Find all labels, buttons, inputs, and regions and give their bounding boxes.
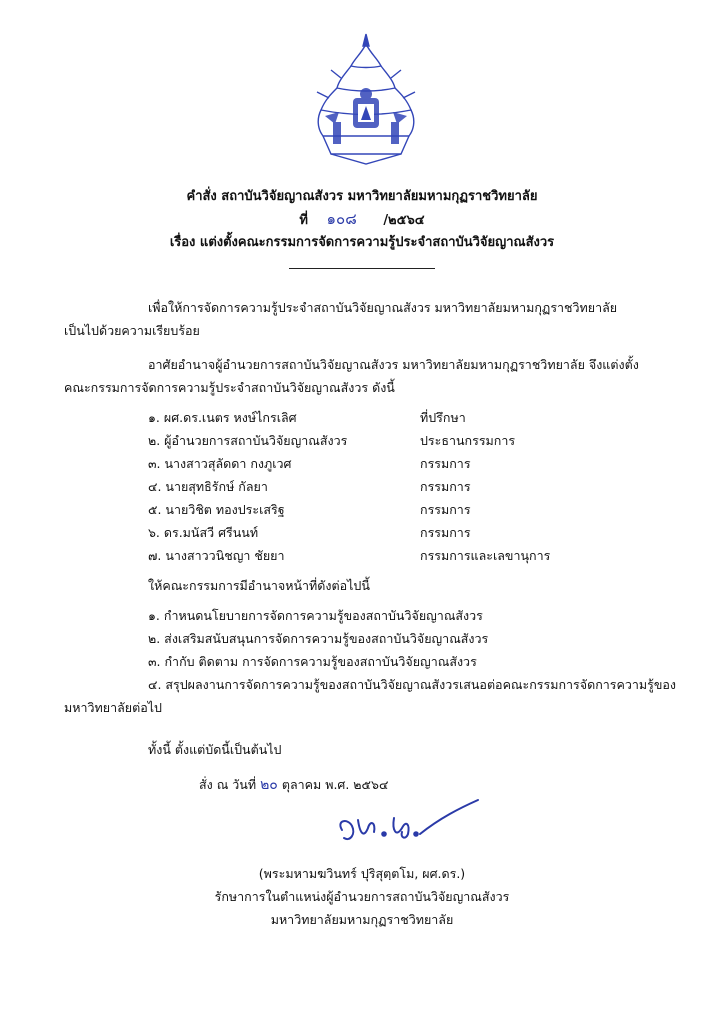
member-role: กรรมการ (420, 456, 471, 471)
signatory-position: รักษาการในตำแหน่งผู้อำนวยการสถาบันวิจัยญาณสังวร (214, 889, 510, 904)
member-role: กรรมการ (420, 502, 471, 517)
signatory-organization: มหาวิทยาลัยมหามกุฏราชวิทยาลัย (270, 912, 454, 927)
university-emblem-icon (311, 32, 421, 167)
order-number-line (0, 207, 724, 231)
member-name: ๑. ผศ.ดร.เนตร หงษ์ไกรเลิศ (148, 410, 297, 425)
duty-item: ๑. กำหนดนโยบายการจัดการความรู้ของสถาบันวิจัยญาณสังวร (148, 608, 483, 623)
signatory-name: (พระมหามฆวินทร์ ปุริสุตฺตโม, ผศ.ดร.) (258, 866, 466, 881)
member-name: ๔. นายสุทธิรักษ์ กัลยา (148, 479, 268, 494)
member-role: กรรมการ (420, 479, 471, 494)
paragraph-2-line-2: คณะกรรมการจัดการความรู้ประจำสถาบันวิจัยญาณสังวร ดังนี้ (64, 380, 395, 395)
paragraph-2-line-1: อาศัยอำนาจผู้อำนวยการสถาบันวิจัยญาณสังวร มหาวิทยาลัยมหามกุฏราชวิทยาลัย จึงแต่งตั้ง (148, 357, 639, 372)
paragraph-1-line-1: เพื่อให้การจัดการความรู้ประจำสถาบันวิจัยญาณสังวร มหาวิทยาลัยมหามกุฏราชวิทยาลัย (148, 300, 618, 315)
paragraph-1-line-2: เป็นไปด้วยความเรียบร้อย (64, 323, 200, 338)
order-number: ๑๐๘ (326, 210, 357, 228)
member-name: ๖. ดร.มนัสวี ศรีนนท์ (148, 525, 259, 540)
duty-item: ๔. สรุปผลงานการจัดการความรู้ของสถาบันวิจัยญาณสังวรเสนอต่อคณะกรรมการจัดการความรู้ของ (148, 677, 677, 692)
header-divider (289, 268, 435, 269)
date-day: ๒๐ (260, 777, 278, 793)
handwritten-signature (330, 790, 480, 850)
member-name: ๕. นายวิชิต ทองประเสริฐ (148, 502, 285, 517)
order-subject: เรื่อง แต่งตั้งคณะกรรมการจัดการความรู้ประจำสถาบันวิจัยญาณสังวร (169, 235, 555, 250)
member-name: ๒. ผู้อำนวยการสถาบันวิจัยญาณสังวร (148, 433, 348, 448)
member-name: ๓. นางสาวสุลัดดา กงภูเวศ (148, 456, 292, 471)
member-role: ประธานกรรมการ (420, 433, 516, 448)
duty-item-continuation: มหาวิทยาลัยต่อไป (64, 700, 162, 715)
order-year: /๒๕๖๔ (383, 213, 425, 228)
order-number-prefix: ที่ (299, 213, 308, 228)
date-month-year: ตุลาคม พ.ศ. ๒๕๖๔ (281, 777, 389, 792)
member-name: ๗. นางสาววนิชญา ชัยยา (148, 548, 285, 563)
duty-item: ๓. กำกับ ติดตาม การจัดการความรู้ของสถาบันวิจัยญาณสังวร (148, 654, 477, 669)
duty-item: ๒. ส่งเสริมสนับสนุนการจัดการความรู้ของสถาบันวิจัยญาณสังวร (148, 631, 489, 646)
date-prefix: สั่ง ณ วันที่ (199, 777, 257, 792)
member-role: กรรมการ (420, 525, 471, 540)
member-role: กรรมการและเลขานุการ (420, 548, 551, 563)
member-role: ที่ปรึกษา (420, 410, 466, 425)
effective-statement: ทั้งนี้ ตั้งแต่บัดนี้เป็นต้นไป (148, 742, 282, 757)
order-title: คำสั่ง สถาบันวิจัยญาณสังวร มหาวิทยาลัยมหามกุฏราชวิทยาลัย (186, 189, 538, 204)
duties-intro: ให้คณะกรรมการมีอำนาจหน้าที่ดังต่อไปนี้ (148, 578, 370, 593)
